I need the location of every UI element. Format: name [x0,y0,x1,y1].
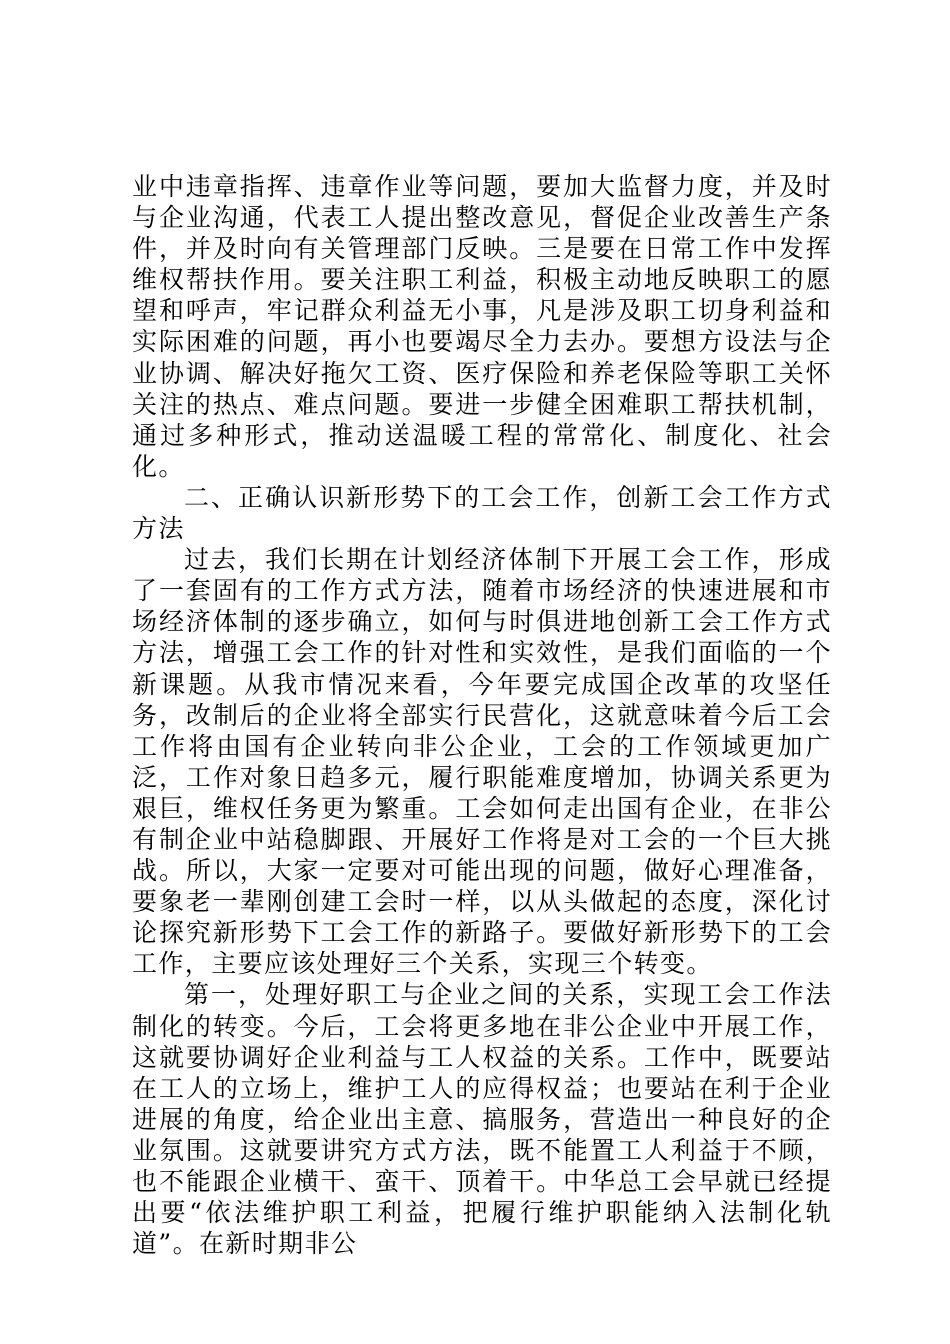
paragraph-continuation: 业中违章指挥、违章作业等问题，要加大监督力度，并及时与企业沟通，代表工人提出整改意见，督促企业改善生产条件，并及时向有关管理部门反映。三是要在日常工作中发挥维权帮扶作用。要关注职工利益，积极主动地反映职工的愿望和呼声，牢记群众利益无小事，凡是涉及职工切身利益和实际困难的问题，再小也要竭尽全力去办。要想方设法与企业协调、解决好拖欠工资、医疗保险和养老保险等职工关怀关注的热点、难点问题。要进一步健全困难职工帮扶机制，通过多种形式，推动送温暖工程的常常化、制度化、社会化。 [132,172,832,481]
section-heading: 二、正确认识新形势下的工会工作，创新工会工作方式方法 [132,482,832,544]
document-body [132,171,832,1259]
paragraph: 第一，处理好职工与企业之间的关系，实现工会工作法制化的转变。今后，工会将更多地在非公企业中开展工作，这就要协调好企业利益与工人权益的关系。工作中，既要站在工人的立场上，维护工人的应得权益；也要站在利于企业进展的角度，给企业出主意、搞服务，营造出一种良好的企业氛围。这就要讲究方式方法，既不能置工人利益于不顾，也不能跟企业横干、蛮干、顶着干。中华总工会早就已经提出要“依法维护职工利益，把履行维护职能纳入法制化轨道”。在新时期非公 [132,980,832,1259]
paragraph: 过去，我们长期在计划经济体制下开展工会工作，形成了一套固有的工作方式方法，随着市场经济的快速进展和市场经济体制的逐步确立，如何与时俱进地创新工会工作方式方法，增强工会工作的针对性和实效性，是我们面临的一个新课题。从我市情况来看，今年要完成国企改革的攻坚任务，改制后的企业将全部实行民营化，这就意味着今后工会工作将由国有企业转向非公企业，工会的工作领域更加广泛，工作对象日趋多元，履行职能难度增加，协调关系更为艰巨，维权任务更为繁重。工会如何走出国有企业，在非公有制企业中站稳脚跟、开展好工作将是对工会的一个巨大挑战。所以，大家一定要对可能出现的问题，做好心理准备，要象老一辈刚创建工会时一样，以从头做起的态度，深化讨论探究新形势下工会工作的新路子。要做好新形势下的工会工作，主要应该处理好三个关系，实现三个转变。 [132,545,832,979]
